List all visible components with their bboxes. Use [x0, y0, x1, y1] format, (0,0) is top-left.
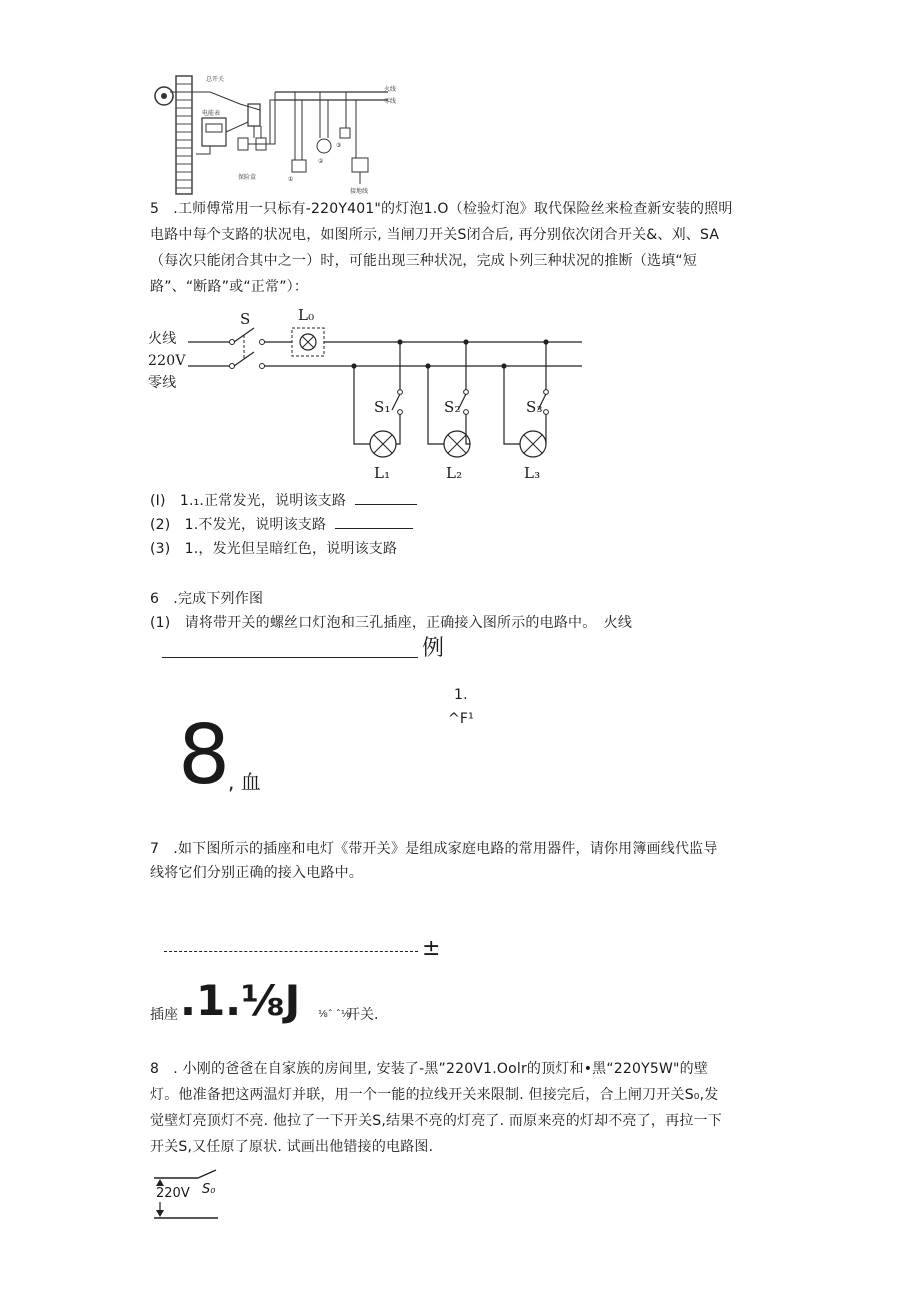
q5-label-s1: S₁ [374, 398, 391, 416]
q5-answer-blank-2[interactable] [335, 514, 413, 529]
q6-big-digit: 8 [178, 708, 231, 803]
q5-label-l1: L₁ [374, 464, 391, 482]
label-circle-2: ② [318, 158, 324, 165]
q5-sub-2 [150, 514, 413, 536]
q5-label-switch-s: S [240, 310, 251, 328]
q5-answer-blank-1[interactable] [355, 490, 417, 505]
q5-line-1: 5 .工师傅常用一只标有-220Y401"的灯泡1.O（检验灯泡》取代保险丝来检查新安装的照明 [150, 201, 733, 217]
q6-sub-1: (1) 请将带开关的螺丝口灯泡和三孔插座，正确接入图所示的电路中。 火线 [150, 615, 633, 631]
q6-mark-2: ^F¹ [448, 711, 474, 727]
q8-line-3: 觉壁灯亮顶灯不亮. 他拉了一下开关S,结果不亮的灯亮了. 而原来亮的灯却不亮了，再拉一下 [150, 1113, 722, 1129]
q5-sub-1-text: (I) 1.₁.正常发光，说明该支路 [150, 493, 347, 509]
label-fuse-box: 保险盒 [238, 174, 257, 181]
q7-dash-suffix: ± [422, 936, 441, 961]
q6-mark-1: 1. [454, 687, 468, 703]
q5-line-3: （每次只能闭合其中之一）时，可能出现三种状况，完成卜列三种状况的推断（选填“短 [150, 253, 698, 269]
q7-socket-label: 插座 [150, 1007, 178, 1023]
q5-label-live: 火线 [148, 331, 177, 347]
q5-sub-2-text: (2) 1.不发光，说明该支路 [150, 517, 327, 533]
q5-label-voltage: 220V [148, 353, 186, 369]
q6-rule-line [162, 657, 418, 658]
q7-line-2: 线将它们分别正确的接入电路中。 [150, 865, 363, 881]
label-meter: 电能表 [202, 110, 221, 117]
q8-line-4: 开关S,又任原了原状. 试画出他错接的电路图. [150, 1139, 434, 1155]
q8-circuit-figure [150, 1166, 230, 1224]
q6-big-suffix: , 血 [228, 770, 261, 794]
q8-line-1: 8 . 小刚的爸爸在自家族的房间里, 安装了-黑”220V1.Oolr的顶灯和•黑“220Y5W"的壁 [150, 1061, 709, 1077]
q5-sub-3-text: (3) 1.，发光但呈暗红色，说明该支路 [150, 541, 398, 557]
label-main-switch: 总开关 [206, 76, 225, 83]
label-live-wire: 火线 [384, 86, 397, 93]
q5-line-4: 路”、“断路”或“正常”）： [150, 279, 309, 295]
q7-dashed-rule [164, 951, 418, 952]
q5-label-neutral: 零线 [148, 375, 177, 391]
q5-sub-3 [150, 538, 397, 560]
label-neutral-wire: 零线 [384, 98, 397, 105]
q8-switch-label: S₀ [202, 1182, 216, 1197]
q6-line-suffix: 例 [422, 636, 445, 661]
top-wiring-figure [150, 74, 410, 196]
q5-label-l2: L₂ [446, 464, 463, 482]
q5-label-s2: S₂ [444, 398, 461, 416]
label-circle-3: ③ [336, 142, 342, 149]
q5-sub-1 [150, 490, 417, 512]
label-ground-wire: 接地线 [350, 188, 369, 195]
q6-title: 6 .完成下列作图 [150, 591, 264, 607]
q7-line-1: 7 .如下图所示的插座和电灯《带开关》是组成家庭电路的常用器件，请你用簿画线代监导 [150, 841, 718, 857]
q7-small-marks: ⅛ˆ ˆ⅛ [318, 1009, 351, 1020]
q5-label-s3: S₃ [526, 398, 543, 416]
label-circle-1: ① [288, 176, 294, 183]
q7-switch-label: 开关. [346, 1007, 379, 1023]
q5-line-2: 电路中每个支路的状况电，如图所示, 当闸刀开关S闭合后, 再分别依次闭合开关&、刈、SA [150, 227, 720, 243]
q5-circuit-figure [148, 302, 588, 486]
top-wiring-svg [150, 74, 410, 196]
q5-label-l0: L₀ [298, 306, 315, 324]
q8-voltage-label: 220V [156, 1186, 190, 1201]
q7-big-text: .1.⅛J [180, 976, 301, 1025]
q5-label-l3: L₃ [524, 464, 541, 482]
q5-circuit-svg [148, 302, 588, 486]
q8-line-2: 灯。他准备把这两温灯并联，用一个一能的拉线开关来限制. 但接完后，合上闸刀开关S₀,发 [150, 1087, 719, 1103]
